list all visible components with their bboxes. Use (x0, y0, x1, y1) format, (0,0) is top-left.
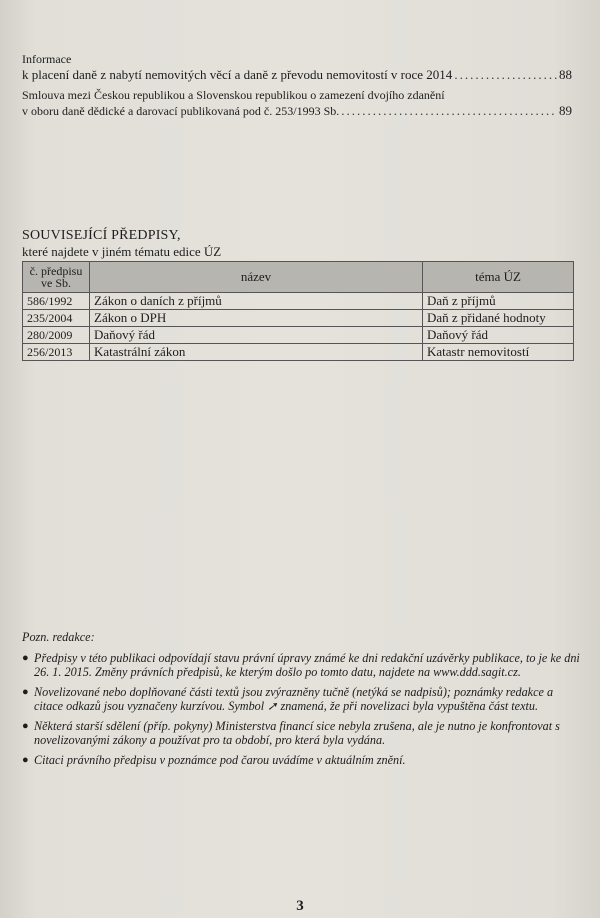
table-row (23, 344, 574, 361)
cell-topic: Daň z přidané hodnoty (423, 310, 574, 327)
cell-name: Katastrální zákon (90, 344, 423, 361)
note-item (22, 685, 582, 714)
table-row (23, 327, 574, 344)
cell-topic: Daň z příjmů (423, 293, 574, 310)
editorial-notes (22, 630, 582, 772)
toc-entry-line: v oboru daně dědické a darovací publikovaná pod č. 253/1993 Sb. (22, 104, 340, 118)
bullet-icon: ● (22, 753, 29, 766)
toc-leader-dots (341, 103, 557, 118)
cell-name: Zákon o daních z příjmů (90, 293, 423, 310)
toc-leader-dots (454, 67, 557, 82)
toc-entry-line: Informace (22, 52, 72, 66)
note-item (22, 719, 582, 748)
cell-number: 235/2004 (23, 310, 90, 327)
toc-entry-line: Smlouva mezi Českou republikou a Slovenskou republikou o zamezení dvojího zdanění (22, 88, 445, 102)
related-regulations (22, 228, 574, 361)
cell-topic: Daňový řád (423, 327, 574, 344)
related-title: SOUVISEJÍCÍ PŘEDPISY, (22, 228, 181, 243)
table-row (23, 293, 574, 310)
column-header-topic: téma ÚZ (423, 262, 574, 293)
bullet-icon: ● (22, 719, 29, 732)
toc-page-number: 88 (559, 67, 572, 82)
related-subtitle: které najdete v jiném tématu edice ÚZ (22, 244, 222, 259)
toc-entry-line: k placení daně z nabytí nemovitých věcí a daně z převodu nemovitostí v roce 2014 (22, 67, 453, 82)
cell-topic: Katastr nemovitostí (423, 344, 574, 361)
bullet-icon: ● (22, 651, 29, 664)
note-item (22, 753, 582, 768)
note-item (22, 651, 582, 680)
toc-entry[interactable] (22, 52, 572, 82)
cell-name: Daňový řád (90, 327, 423, 344)
table-of-contents (22, 52, 572, 125)
toc-page-number: 89 (559, 103, 572, 118)
table-row (23, 310, 574, 327)
note-text: Předpisy v této publikaci odpovídají stavu právní úpravy známé ke dni redakční uzávěrky publikace, to je ke dni 26. 1. 2015. Změny právních předpisů, ke kterým došlo po tomto datu, najdete na www.ddd.sagit.cz. (34, 650, 580, 679)
cell-number: 256/2013 (23, 344, 90, 361)
bullet-icon: ● (22, 685, 29, 698)
toc-entry[interactable] (22, 88, 572, 119)
page-number: 3 (296, 898, 304, 914)
cell-number: 280/2009 (23, 327, 90, 344)
note-text: Novelizované nebo doplňované části textů jsou zvýrazněny tučně (netýká se nadpisů); poznámky redakce a citace odkazů jsou vyznačeny kurzívou. Symbol ➚ znamená, že při novelizaci byla vypuštěna část textu. (34, 684, 554, 713)
column-header-name: název (90, 262, 423, 293)
related-table (22, 261, 574, 361)
table-header-row (23, 262, 574, 293)
note-text: Některá starší sdělení (příp. pokyny) Ministerstva financí sice nebyla zrušena, ale je nutno je konfrontovat s novelizovanými zákony a používat pro ta období, pro která byla vydána. (34, 718, 560, 747)
cell-name: Zákon o DPH (90, 310, 423, 327)
notes-title: Pozn. redakce: (22, 630, 95, 644)
note-text: Citaci právního předpisu v poznámce pod čarou uvádíme v aktuálním znění. (34, 752, 406, 767)
cell-number: 586/1992 (23, 293, 90, 310)
column-header-number: č. předpisu ve Sb. (23, 262, 90, 293)
